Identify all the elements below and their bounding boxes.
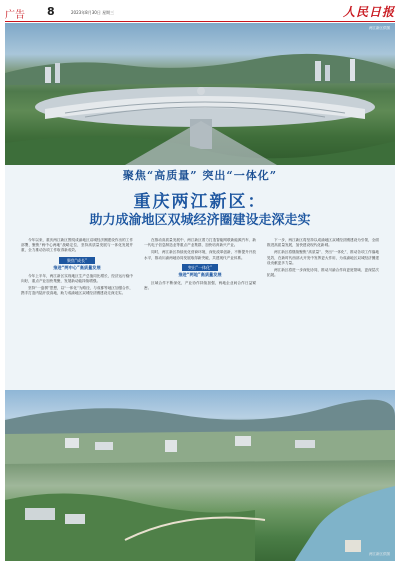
top-aerial-photo bbox=[5, 23, 395, 165]
article-column-1 bbox=[21, 238, 133, 386]
article-column-2 bbox=[144, 238, 256, 386]
paragraph: 两江新区将继续聚焦“高质量”、突出“一体化”，推动各项工作落地见效，在新时代西部大开发中发挥更大作用，为成渝地区双城经济圈建设贡献更多力量。 bbox=[267, 250, 379, 265]
paragraph: 坚持“一盘棋”思想，以“一体化”为路径，与成都等地区加强合作，携手打造内陆开放高地，助力成渝地区双城经济圈建设走深走实。 bbox=[21, 286, 133, 296]
page-number: 8 bbox=[47, 5, 55, 18]
article-headline: 重庆两江新区： bbox=[133, 192, 267, 212]
article-slogan: 聚焦“高质量” 突出“一体化” bbox=[122, 169, 278, 182]
paragraph: 在推动高质量发展中，两江新区着力打造智能网联新能源汽车、新一代电子信息制造业等重点产业集群，加快培育新兴产业。 bbox=[144, 238, 256, 248]
section-tag: 聚焦“成长” bbox=[59, 257, 95, 264]
section-tag-subtitle: 推进“两地”高质量发展 bbox=[178, 271, 222, 277]
paragraph: 今年以来，重庆两江新区围绕成渝地区双城经济圈建设作出的工作部署，聚焦“两中心两地”战略定位，坚持高质量发展与一体化发展并重，全力推动各项工作取得新成效。 bbox=[21, 238, 133, 253]
masthead-date: 2023年8月30日 星期三 bbox=[71, 10, 115, 15]
bottom-photo-credit: 两江新区供图 bbox=[369, 552, 390, 556]
article-column-3 bbox=[267, 238, 379, 386]
top-photo-scene bbox=[5, 23, 395, 165]
bottom-photo-scene bbox=[5, 390, 395, 561]
section-tag-subtitle: 推进“两中心”高质量发展 bbox=[53, 264, 101, 270]
article-subheadline: 助力成渝地区双城经济圈建设走深走实 bbox=[89, 213, 311, 228]
masthead bbox=[5, 5, 395, 22]
masthead-section: 广告 bbox=[5, 10, 25, 21]
paragraph: 区域合作不断深化，产业协作持续加强，两地企业间合作日益紧密。 bbox=[144, 280, 256, 291]
top-photo-credit: 两江新区供图 bbox=[369, 26, 390, 30]
article-columns bbox=[21, 238, 379, 386]
section-tag: 突出“一体化” bbox=[182, 264, 218, 271]
newspaper-logo: 人民日报 bbox=[342, 5, 395, 19]
bottom-aerial-photo bbox=[5, 390, 395, 561]
feature-article bbox=[5, 165, 395, 390]
paragraph: 今年上半年，两江新区实现地区生产总值同比增长，经济运行稳中向好，重点产业加快集聚，发展新动能持续增强。 bbox=[21, 273, 133, 283]
paragraph: 同时，两江新区持续优化营商环境，深化改革创新，不断提升开放水平，推动川渝两地协同发展取得新突破，共建现代产业体系。 bbox=[144, 250, 256, 260]
paragraph: 下一步，两江新区将坚持以成渝地区双城经济圈建设为引领，全面推进高质量发展，加快建设现代化新城。 bbox=[267, 238, 379, 248]
paragraph: 两江新区将进一步深化协同，推动川渝合作向更宽领域、更深层次拓展。 bbox=[267, 268, 379, 278]
